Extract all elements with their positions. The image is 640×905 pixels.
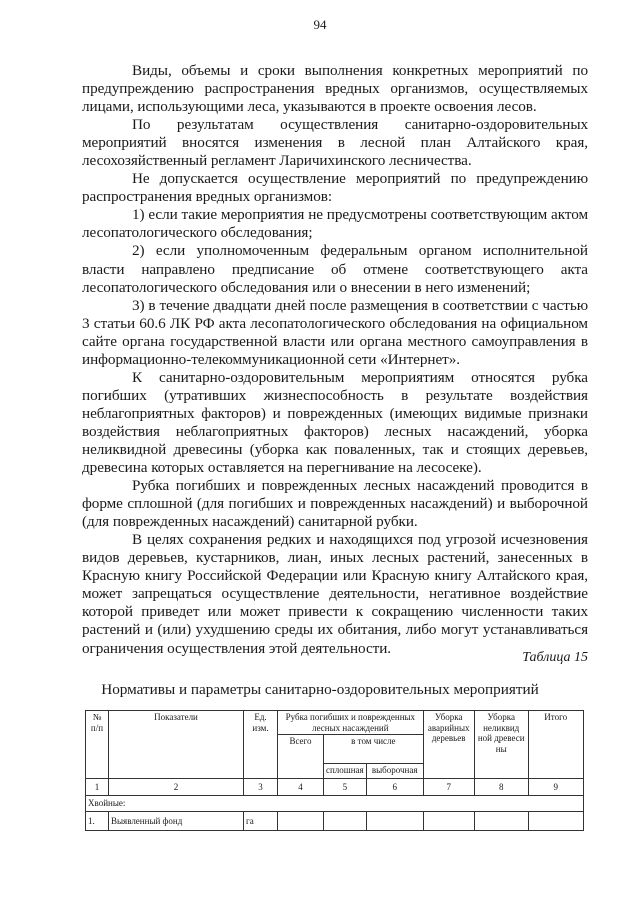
paragraph: Не допускается осуществление мероприятий по предупреждению распространения вредных организмов: [82, 170, 588, 206]
paragraph: 3) в течение двадцати дней после размещения в соответствии с частью 3 статьи 60.6 ЛК РФ акта лесопатологического обследования на официальном сайте органа государственной власти или органа местного самоуправления в информационно-телекоммуникационной сети «Интернет». [82, 296, 588, 368]
header-including: в том числе [324, 735, 424, 764]
page-number: 94 [313, 17, 327, 32]
header-num: № п/п [86, 711, 109, 779]
header-clear: сплошная [324, 764, 367, 779]
paragraph: К санитарно-оздоровительным мероприятиям относятся рубка погибших (утративших жизнеспособность в результате воздействия неблагоприятных факторов) и поврежденных (имеющих видимые признаки воздействия неблагоприятных факторов) лесных насаждений, уборка неликвидной древесины (уборка как поваленных, так и стоящих деревьев, древесина которых оставляется на перегнивание на лесосеке). [82, 368, 588, 477]
body-text [82, 62, 588, 658]
paragraph: 1) если такие мероприятия не предусмотрены соответствующим актом лесопатологического обследования; [82, 206, 588, 242]
row-emergency [423, 812, 474, 831]
index-cell: 2 [109, 779, 244, 796]
row-total [278, 812, 324, 831]
group-row [86, 796, 584, 812]
paragraph: Рубка погибших и поврежденных лесных насаждений проводится в форме сплошной (для погибших и поврежденных насаждений) и выборочной (для поврежденных насаждений) санитарной рубки. [82, 477, 588, 531]
header-illiquid: Уборка неликвид ной древеси ны [474, 711, 528, 779]
header-indicators: Показатели [109, 711, 244, 779]
row-selective [366, 812, 423, 831]
column-index-row [86, 779, 584, 796]
header-total: Всего [278, 735, 324, 779]
header-emergency: Уборка аварийных деревьев [423, 711, 474, 779]
row-illiquid [474, 812, 528, 831]
index-cell: 8 [474, 779, 528, 796]
header-sum: Итого [528, 711, 583, 779]
paragraph: По результатам осуществления санитарно-оздоровительных мероприятий вносятся изменения в лесной план Алтайского края, лесохозяйственный регламент Ларичихинского лесничества. [82, 116, 588, 170]
header-selective: выборочная [366, 764, 423, 779]
header-unit: Ед. изм. [244, 711, 278, 779]
index-cell: 7 [423, 779, 474, 796]
index-cell: 3 [244, 779, 278, 796]
norms-table [85, 710, 584, 831]
row-indicator: Выявленный фонд [109, 812, 244, 831]
row-unit: га [244, 812, 278, 831]
index-cell: 6 [366, 779, 423, 796]
table-label: Таблица 15 [522, 650, 588, 665]
row-clear [324, 812, 367, 831]
index-cell: 4 [278, 779, 324, 796]
paragraph: В целях сохранения редких и находящихся под угрозой исчезновения видов деревьев, кустарников, лиан, иных лесных растений, занесенных в Красную книгу Российской Федерации или Красную книгу Алтайского края, может запрещаться осуществление деятельности, негативное воздействие которой приведет или может привести к сокращению численности таких растений и (или) ухудшению среды их обитания, либо могут устанавливаться ограничения осуществления этой деятельности. [82, 531, 588, 657]
group-label: Хвойные: [86, 796, 584, 812]
index-cell: 1 [86, 779, 109, 796]
paragraph: 2) если уполномоченным федеральным органом исполнительной власти направлено предписание об отмене соответствующего акта лесопатологического обследования или о внесении в него изменений; [82, 242, 588, 296]
paragraph: Виды, объемы и сроки выполнения конкретных мероприятий по предупреждению распространения вредных организмов, осуществляемых лицами, использующими леса, указываются в проекте освоения лесов. [82, 62, 588, 116]
header-felling: Рубка погибших и поврежденных лесных насаждений [278, 711, 424, 735]
row-num: 1. [86, 812, 109, 831]
index-cell: 5 [324, 779, 367, 796]
table-row [86, 812, 584, 831]
row-sum [528, 812, 583, 831]
index-cell: 9 [528, 779, 583, 796]
table-title: Нормативы и параметры санитарно-оздоровительных мероприятий [101, 681, 539, 698]
